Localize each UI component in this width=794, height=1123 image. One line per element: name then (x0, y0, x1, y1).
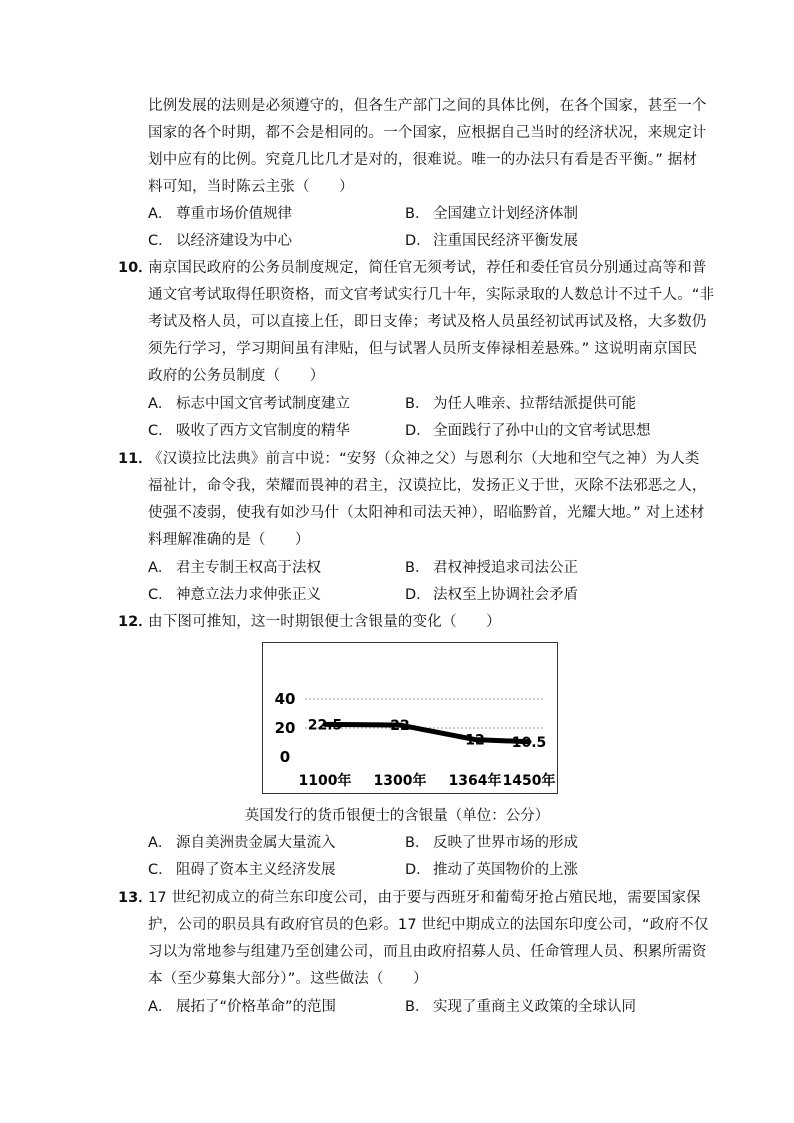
chart-x-tick-label: 1364年 (448, 773, 502, 789)
q12-number: 12． (118, 614, 153, 630)
q12-line-1: 由下图可推知，这一时期银便士含银量的变化（ ） (148, 614, 501, 630)
q9-line-4: 料可知，当时陈云主张（ ） (148, 179, 354, 195)
chart-svg (263, 643, 557, 793)
q11-line-4: 料理解准确的是（ ） (148, 532, 310, 548)
chart-x-tick-label: 1450年 (502, 773, 556, 789)
q9-option-a[interactable]: A． 尊重市场价值规律 (148, 206, 292, 222)
q9-option-c[interactable]: C． 以经济建设为中心 (148, 233, 292, 249)
q11-option-d[interactable]: D． 法权至上协调社会矛盾 (405, 587, 578, 603)
q13-option-a[interactable]: A． 展拓了“价格革命”的范围 (148, 999, 337, 1015)
q9-line-1: 比例发展的法则是必须遵守的，但各生产部门之间的具体比例，在各个国家，甚至一个 (148, 98, 707, 114)
q10-line-1: 南京国民政府的公务员制度规定，简任官无须考试，荐任和委任官员分别通过高等和普 (148, 260, 707, 276)
q13-number: 13． (118, 890, 153, 906)
chart-y-tick-label: 40 (274, 690, 296, 708)
q10-option-c[interactable]: C． 吸收了西方文官制度的精华 (148, 423, 350, 439)
q12-option-c[interactable]: C． 阻碍了资本主义经济发展 (148, 862, 336, 878)
q11-line-1: 《汉谟拉比法典》前言中说：“安努（众神之父）与恩利尔（大地和空气之神）为人类 (148, 451, 700, 467)
chart-x-tick-label: 1100年 (298, 773, 352, 789)
q10-option-b[interactable]: B． 为任人唯亲、拉帮结派提供可能 (405, 396, 636, 412)
silver-penny-chart (262, 642, 558, 794)
q9-line-3: 划中应有的比例。究竟几比几才是对的，很难说。唯一的办法只有看是否平衡。” 据材 (148, 152, 698, 168)
q11-option-b[interactable]: B． 君权神授追求司法公正 (405, 560, 578, 576)
q13-line-3: 习以为常地参与组建乃至创建公司，而且由政府招募人员、任命管理人员、积累所需资 (148, 944, 707, 960)
q10-line-2: 通文官考试取得任职资格，而文官考试实行几十年，实际录取的人数总计不过千人。“非 (148, 287, 715, 303)
q10-option-d[interactable]: D． 全面践行了孙中山的文官考试思想 (405, 423, 651, 439)
q10-number: 10． (118, 260, 153, 276)
q11-option-c[interactable]: C． 神意立法力求伸张正义 (148, 587, 321, 603)
q12-option-b[interactable]: B． 反映了世界市场的形成 (405, 835, 578, 851)
q13-line-4: 本（至少募集大部分）”。这些做法（ ） (148, 971, 428, 987)
q13-line-2: 护，公司的职员具有政府官员的色彩。17 世纪中期成立的法国东印度公司，“政府不仅 (148, 917, 709, 933)
q10-line-4: 须先行学习，学习期间虽有津贴，但与试署人员所支俸禄相差悬殊。” 这说明南京国民 (148, 341, 698, 357)
q10-option-a[interactable]: A． 标志中国文官考试制度建立 (148, 396, 350, 412)
q9-option-b[interactable]: B． 全国建立计划经济体制 (405, 206, 578, 222)
chart-series-line (325, 724, 529, 741)
q9-option-d[interactable]: D． 注重国民经济平衡发展 (405, 233, 578, 249)
q11-line-2: 福祉计，命令我，荣耀而畏神的君主，汉谟拉比，发扬正义于世，灭除不法邪恶之人， (148, 478, 707, 494)
chart-data-label: 10.5 (511, 734, 547, 751)
q12-option-a[interactable]: A． 源自美洲贵金属大量流入 (148, 835, 336, 851)
chart-caption: 英国发行的货币银便士的含银量（单位：公分） (244, 808, 550, 824)
chart-y-tick-label: 0 (279, 748, 291, 766)
q11-line-3: 使强不凌弱，使我有如沙马什（太阳神和司法天神），昭临黔首，光耀大地。” 对上述材 (148, 505, 705, 521)
chart-data-label: 22 (390, 718, 410, 735)
q11-number: 11． (118, 451, 153, 467)
chart-data-label: 22.5 (307, 717, 343, 734)
chart-x-tick-label: 1300年 (373, 773, 427, 789)
chart-y-tick-label: 20 (274, 719, 296, 737)
chart-data-label: 12 (465, 732, 485, 749)
q13-line-1: 17 世纪初成立的荷兰东印度公司，由于要与西班牙和葡萄牙抢占殖民地，需要国家保 (148, 890, 701, 906)
q10-line-5: 政府的公务员制度（ ） (148, 368, 325, 384)
q13-option-b[interactable]: B． 实现了重商主义政策的全球认同 (405, 999, 636, 1015)
q12-option-d[interactable]: D． 推动了英国物价的上涨 (405, 862, 578, 878)
q10-line-3: 考试及格人员，可以直接上任，即日支俸；考试及格人员虽经初试再试及格，大多数仍 (148, 314, 707, 330)
q11-option-a[interactable]: A． 君主专制王权高于法权 (148, 560, 321, 576)
q9-line-2: 国家的各个时期，都不会是相同的。一个国家，应根据自己当时的经济状况，来规定计 (148, 125, 707, 141)
